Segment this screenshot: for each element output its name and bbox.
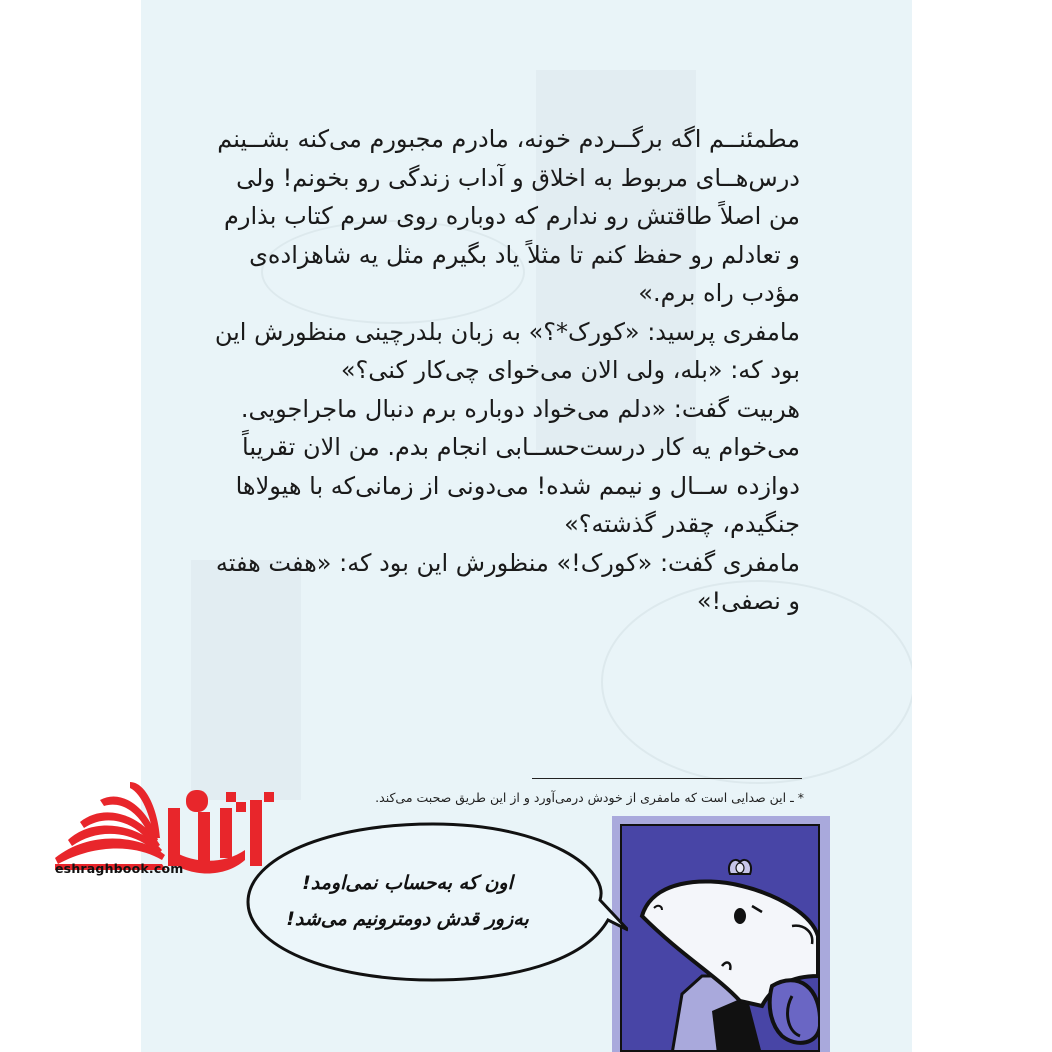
speech-line: اون که به‌حساب نمی‌اومد! — [302, 872, 513, 894]
body-line: من اصلاً طاقتش رو ندارم که دوباره روی سرم کتاب بذارم — [224, 202, 800, 230]
body-line: و نصفی!» — [696, 587, 800, 615]
footnote-divider — [532, 778, 802, 779]
comic-panel-art — [620, 824, 820, 1052]
body-line: مامفری پرسید: «کورک*؟» به زبان بلدرچینی منظورش این — [214, 317, 800, 346]
story-body-text — [214, 120, 800, 621]
body-line: هربیت گفت: «دلم می‌خواد دوباره برم دنبال ماجراجویی. — [240, 394, 800, 423]
body-line: درس‌هــای مربوط به اخلاق و آداب زندگی رو بخونم! ولی — [236, 163, 800, 192]
body-line: و تعادلم رو حفظ کنم تا مثلاً یاد بگیرم مثل یه شاهزاده‌ی — [249, 240, 800, 269]
body-line: مامفری گفت: «کورک!» منظورش این بود که: «هفت هفته — [215, 548, 800, 577]
body-line: جنگیدم، چقدر گذشته؟» — [564, 510, 800, 538]
comic-panel — [612, 816, 830, 1052]
body-line: مطمئنــم اگه برگــردم خونه، مادرم مجبورم می‌کنه بشــینم — [217, 125, 800, 153]
body-line: مؤدب راه برم.» — [638, 279, 800, 307]
footnote-text: * ـ این صدایی است که مامفری از خودش درمی‌آورد و از این طریق صحبت می‌کند. — [375, 790, 804, 805]
watermark-url: eshraghbook.com — [55, 861, 184, 876]
body-line: دوازده ســال و نیمم شده! می‌دونی از زمانی‌که با هیولاها — [235, 471, 800, 500]
body-line: بود که: «بله، ولی الان می‌خوای چی‌کار کنی؟» — [340, 356, 800, 384]
speech-line: به‌زور قدش دومترونیم می‌شد! — [286, 908, 529, 930]
speech-bubble-text — [270, 865, 545, 937]
body-line: می‌خوام یه کار درست‌حســابی انجام بدم. من الان تقریباً — [242, 433, 800, 461]
quail-character-illustration — [622, 826, 820, 1052]
